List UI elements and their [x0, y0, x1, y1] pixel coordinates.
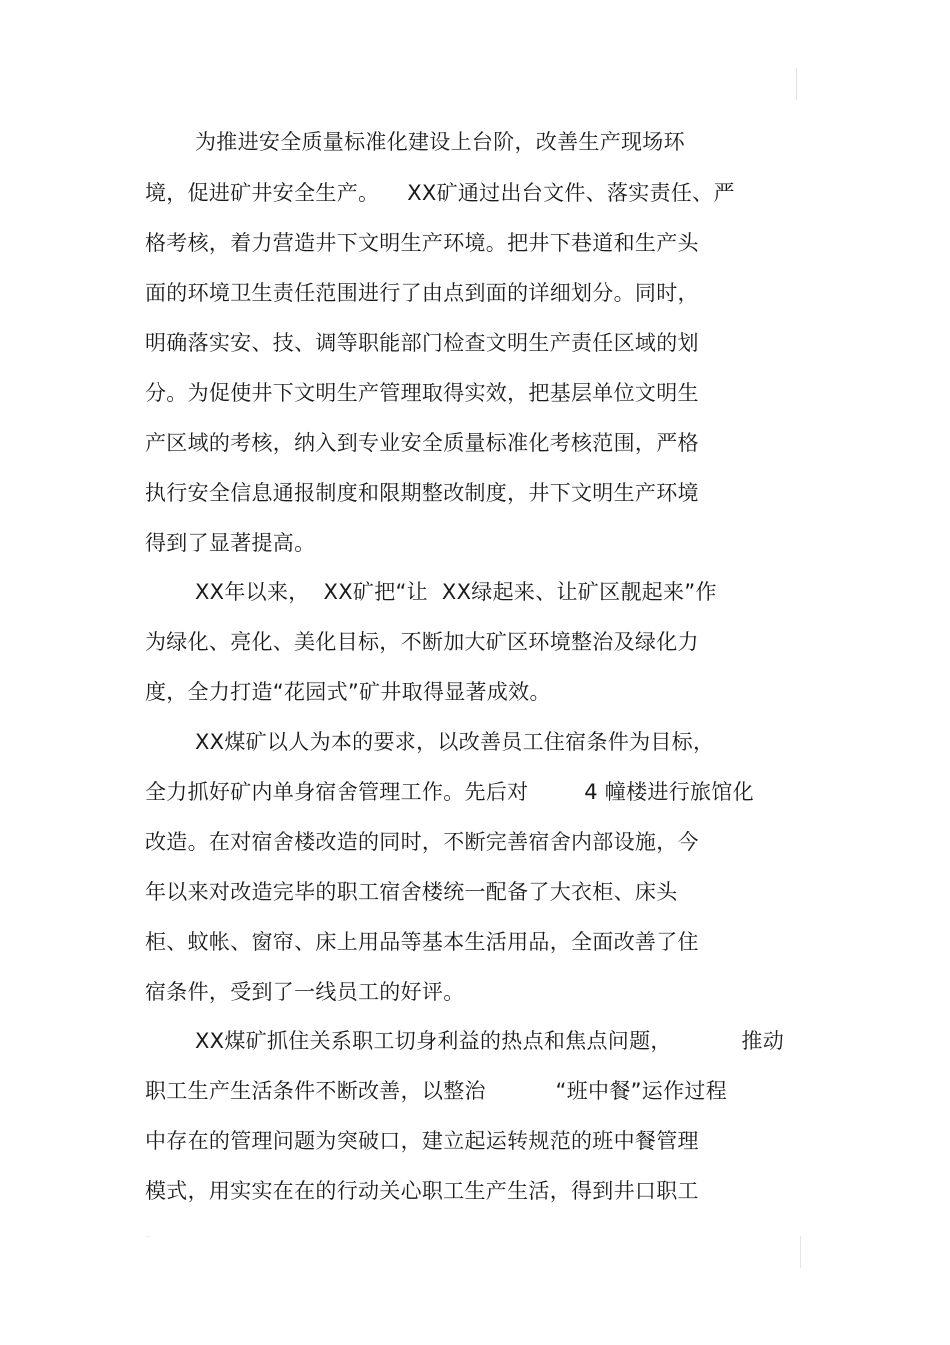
text-line: 分。为促使井下文明生产管理取得实效，把基层单位文明生 [145, 381, 699, 405]
text-line: 格考核，着力营造井下文明生产环境。把井下巷道和生产头 [145, 231, 699, 255]
text-line: 产区域的考核，纳入到专业安全质量标准化考核范围，严格 [145, 431, 699, 455]
text-line: 为绿化、亮化、美化目标，不断加大矿区环境整治及绿化力 [145, 630, 699, 654]
text-line: 模式，用实实在在的行动关心职工生产生活，得到井口职工 [145, 1179, 699, 1203]
text-line: 全力抓好矿内单身宿舍管理工作。先后对 4 幢楼进行旅馆化 [145, 780, 754, 804]
text-line: 中存在的管理问题为突破口，建立起运转规范的班中餐管理 [145, 1129, 699, 1153]
text-line: 改造。在对宿舍楼改造的同时，不断完善宿舍内部设施，今 [145, 830, 699, 854]
text-line: 境，促进矿井安全生产。 XX矿通过出台文件、落实责任、严 [145, 181, 735, 205]
page-corner-mark [796, 68, 797, 100]
text-line: XX年以来， XX矿把“让 XX绿起来、让矿区靓起来”作 [195, 580, 717, 604]
text-line: 为推进安全质量标准化建设上台阶，改善生产现场环 [195, 130, 685, 154]
text-line: 职工生产生活条件不断改善，以整治 “班中餐”运作过程 [145, 1079, 728, 1103]
text-line: XX煤矿以人为本的要求，以改善员工住宿条件为目标， [195, 730, 715, 754]
text-line: 明确落实安、技、调等职能部门检查文明生产责任区域的划 [145, 331, 699, 355]
text-line: XX煤矿抓住关系职工切身利益的热点和焦点问题， 推动 [195, 1029, 785, 1053]
text-line: 得到了显著提高。 [145, 531, 316, 555]
text-line: 年以来对改造完毕的职工宿舍楼统一配备了大衣柜、床头 [145, 880, 678, 904]
text-line: 执行安全信息通报制度和限期整改制度，井下文明生产环境 [145, 481, 699, 505]
text-line: 面的环境卫生责任范围进行了由点到面的详细划分。同时， [145, 281, 699, 305]
text-line: 宿条件，受到了一线员工的好评。 [145, 980, 465, 1004]
page-corner-mark [146, 1236, 149, 1237]
page-corner-mark [800, 1236, 801, 1268]
text-line: 柜、蚊帐、窗帘、床上用品等基本生活用品，全面改善了住 [145, 930, 699, 954]
text-line: 度，全力打造“花园式”矿井取得显著成效。 [145, 680, 551, 704]
